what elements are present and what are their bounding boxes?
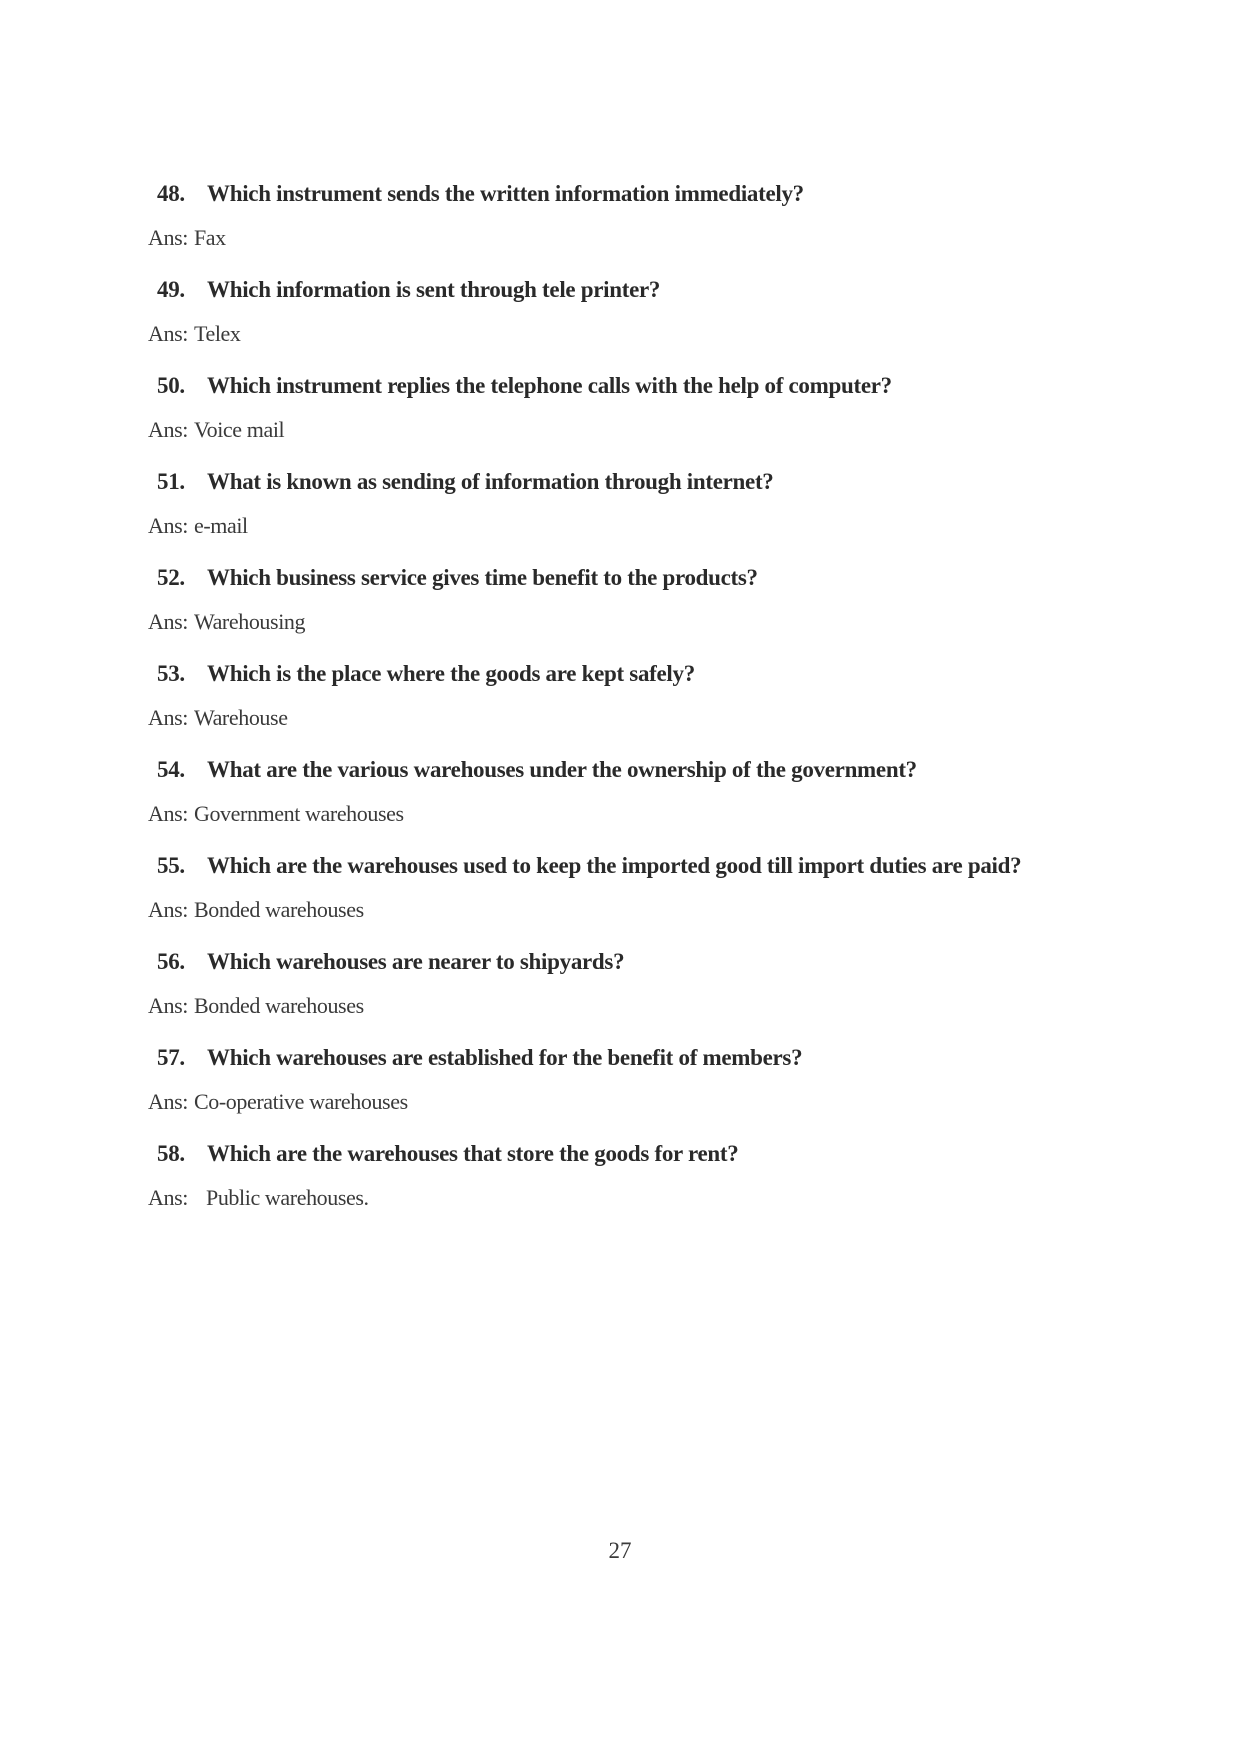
answer-text: Voice mail [193,417,285,442]
question-text: Which is the place where the goods are kept safely? [207,661,695,686]
question [148,1138,1148,1182]
question-text: What is known as sending of information through internet? [207,469,774,494]
answer [148,1182,1148,1214]
answer [148,1086,1148,1118]
question [148,370,1148,414]
answer-text: Warehousing [193,609,306,634]
question-text: Which are the warehouses used to keep the imported good till import duties are paid? [207,853,1022,878]
question [148,562,1148,606]
answer-label: Ans: [148,513,188,538]
answer-text: e-mail [193,513,248,538]
question-answer-list [148,178,1148,1234]
question [148,466,1148,510]
question-number: 50. [157,373,185,398]
answer-label: Ans: [148,897,188,922]
question [148,754,1148,798]
question [148,274,1148,318]
answer-text: Government warehouses [193,801,404,826]
qa-item-51 [148,466,1148,562]
question [148,946,1148,990]
answer [148,222,1148,254]
question [148,658,1148,702]
question-text: Which are the warehouses that store the goods for rent? [207,1141,739,1166]
qa-item-52 [148,562,1148,658]
answer [148,414,1148,446]
question-text: Which information is sent through tele printer? [207,277,661,302]
answer [148,894,1148,926]
answer-label: Ans: [148,609,188,634]
qa-item-48 [148,178,1148,274]
question-text: Which warehouses are established for the benefit of members? [207,1045,803,1070]
question-number: 53. [157,661,185,686]
answer [148,510,1148,542]
question-text: What are the various warehouses under the ownership of the government? [207,757,917,782]
question-number: 57. [157,1045,185,1070]
qa-item-53 [148,658,1148,754]
answer-label: Ans: [148,801,188,826]
question-text: Which instrument replies the telephone calls with the help of computer? [207,373,892,398]
answer-text: Co-operative warehouses [193,1089,408,1114]
answer-label: Ans: [148,321,188,346]
answer [148,318,1148,350]
question [148,850,1148,894]
answer-label: Ans: [148,705,188,730]
question-number: 56. [157,949,185,974]
answer-label: Ans: [148,993,188,1018]
answer [148,798,1148,830]
question-number: 48. [157,181,185,206]
question-text: Which instrument sends the written information immediately? [207,181,804,206]
qa-item-56 [148,946,1148,1042]
answer [148,990,1148,1022]
answer-text: Warehouse [193,705,288,730]
qa-item-54 [148,754,1148,850]
answer-label: Ans: [148,1089,188,1114]
question-number: 49. [157,277,185,302]
qa-item-58 [148,1138,1148,1234]
answer [148,702,1148,734]
answer-text: Bonded warehouses [193,993,364,1018]
answer-text: Bonded warehouses [193,897,364,922]
qa-item-50 [148,370,1148,466]
question [148,178,1148,222]
question-number: 51. [157,469,185,494]
answer-text: Telex [193,321,241,346]
question-number: 58. [157,1141,185,1166]
qa-item-55 [148,850,1148,946]
question-number: 54. [157,757,185,782]
qa-item-49 [148,274,1148,370]
answer-text: Fax [193,225,226,250]
question-text: Which warehouses are nearer to shipyards? [207,949,625,974]
qa-item-57 [148,1042,1148,1138]
page-number: 27 [608,1538,632,1563]
answer-label: Ans: [148,1185,188,1210]
answer [148,606,1148,638]
question-number: 55. [157,853,185,878]
answer-text: Public warehouses. [206,1185,369,1210]
question [148,1042,1148,1086]
answer-label: Ans: [148,417,188,442]
answer-label: Ans: [148,225,188,250]
question-text: Which business service gives time benefit to the products? [207,565,758,590]
question-number: 52. [157,565,185,590]
